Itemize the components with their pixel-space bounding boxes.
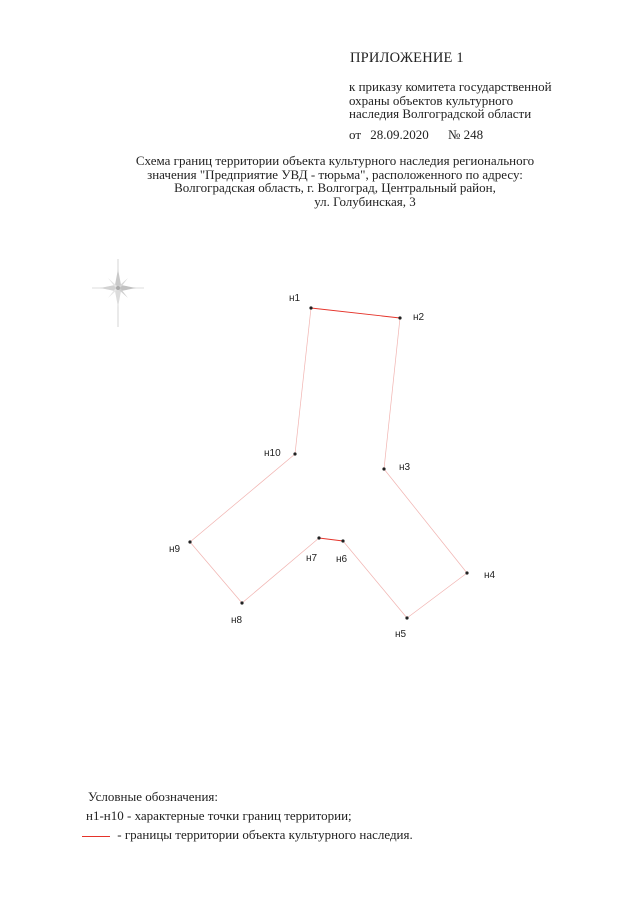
boundary-point: [398, 316, 401, 319]
boundary-segment: [295, 308, 311, 454]
point-label: н2: [413, 312, 425, 323]
legend-boundary-swatch: [82, 836, 110, 837]
point-label: н3: [399, 462, 411, 473]
boundary-point: [405, 616, 408, 619]
point-label: н4: [484, 570, 496, 581]
date-prefix: от: [349, 127, 362, 142]
appendix-title: ПРИЛОЖЕНИЕ 1: [350, 50, 464, 66]
boundary-segment: [311, 308, 400, 318]
boundary-point: [309, 306, 312, 309]
legend-title: Условные обозначения:: [88, 789, 219, 804]
point-label: н6: [336, 554, 348, 565]
boundary-point: [465, 571, 468, 574]
order-date: 28.09.2020: [370, 127, 429, 142]
boundary-point: [293, 452, 296, 455]
boundary-point: [317, 536, 320, 539]
scheme-title-line: значения "Предприятие УВД - тюрьма", расположенного по адресу:: [147, 166, 523, 182]
boundary-segment: [190, 542, 242, 603]
point-label: н5: [395, 629, 407, 640]
scheme-title-line: Волгоградская область, г. Волгоград, Центральный район,: [174, 180, 496, 195]
legend: [88, 787, 413, 844]
legend-boundary-item: [88, 825, 413, 844]
boundary-point: [188, 540, 191, 543]
boundary-points: [188, 306, 468, 619]
legend-points-item: н1-н10 - характерные точки границ территории;: [86, 808, 352, 823]
order-line: наследия Волгоградской области: [349, 106, 532, 121]
boundary-segment: [190, 454, 295, 542]
boundary-segment: [319, 538, 343, 541]
point-label: н1: [289, 293, 301, 304]
boundary-segment: [384, 318, 400, 469]
boundary-segment: [343, 541, 407, 618]
legend-boundary-text: - границы территории объекта культурного наследия.: [117, 827, 413, 842]
boundary-point: [341, 539, 344, 542]
boundary-lines: [190, 308, 467, 618]
boundary-segment: [407, 573, 467, 618]
boundary-point: [382, 467, 385, 470]
scheme-title-line: Схема границ территории объекта культурного наследия регионального: [135, 153, 535, 168]
order-number: № 248: [448, 127, 484, 142]
point-label: н10: [264, 448, 281, 459]
boundary-point: [240, 601, 243, 604]
point-label: н7: [306, 553, 318, 564]
order-line: к приказу комитета государственной: [349, 79, 552, 94]
boundary-segment: [384, 469, 467, 573]
scheme-title-line: ул. Голубинская, 3: [314, 193, 416, 209]
order-line: охраны объектов культурного: [349, 92, 514, 108]
boundary-segment: [242, 538, 319, 603]
point-label: н9: [169, 544, 181, 555]
point-label: н8: [231, 615, 243, 626]
